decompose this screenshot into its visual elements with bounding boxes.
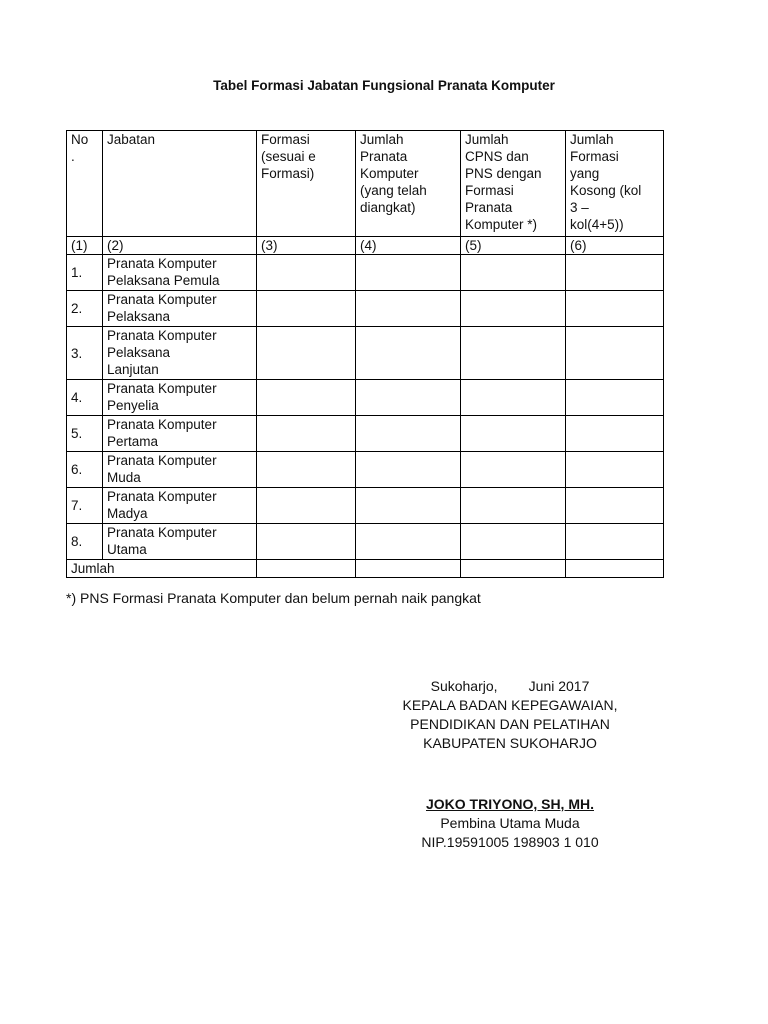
- empty-cell: [356, 291, 461, 327]
- jabatan-text-line: Pranata Komputer: [107, 256, 217, 271]
- header-text-line: PNS dengan: [465, 166, 542, 181]
- header-text-line: Kosong (kol: [570, 183, 642, 198]
- table-row: [67, 327, 664, 380]
- empty-cell: [566, 560, 664, 578]
- col-index: (4): [356, 237, 461, 255]
- header-text-line: yang: [570, 166, 600, 181]
- table-row: [67, 416, 664, 452]
- empty-cell: [566, 327, 664, 380]
- empty-cell: [356, 488, 461, 524]
- header-text-line: Jumlah: [570, 132, 614, 147]
- row-jabatan: [103, 488, 257, 524]
- header-text-line: Formasi): [261, 166, 315, 181]
- total-label: Jumlah: [67, 560, 257, 578]
- row-number: 1.: [67, 255, 103, 291]
- empty-cell: [257, 327, 356, 380]
- jabatan-text-line: Lanjutan: [107, 362, 159, 377]
- row-number: 8.: [67, 524, 103, 560]
- empty-cell: [356, 452, 461, 488]
- row-number: 2.: [67, 291, 103, 327]
- empty-cell: [257, 524, 356, 560]
- office-line: KEPALA BADAN KEPEGAWAIAN,: [402, 697, 618, 713]
- empty-cell: [257, 488, 356, 524]
- jabatan-text-line: Pertama: [107, 434, 159, 449]
- row-number: 4.: [67, 380, 103, 416]
- jabatan-text-line: Pranata Komputer: [107, 489, 217, 504]
- empty-cell: [257, 380, 356, 416]
- office-line: PENDIDIKAN DAN PELATIHAN: [410, 716, 610, 732]
- header-text-line: Jumlah: [465, 132, 509, 147]
- total-row: [67, 560, 664, 578]
- empty-cell: [461, 560, 566, 578]
- header-text-line: Komputer *): [465, 217, 538, 232]
- jabatan-text-line: Pelaksana: [107, 345, 171, 360]
- signature-block: [340, 677, 680, 852]
- row-number: 3.: [67, 327, 103, 380]
- empty-cell: [461, 327, 566, 380]
- jabatan-text-line: Muda: [107, 470, 141, 485]
- table-row: [67, 488, 664, 524]
- empty-cell: [566, 488, 664, 524]
- col-index: (3): [257, 237, 356, 255]
- jabatan-text-line: Pranata Komputer: [107, 381, 217, 396]
- empty-cell: [461, 380, 566, 416]
- table-header-row: [67, 131, 664, 237]
- jabatan-text-line: Pranata Komputer: [107, 417, 217, 432]
- empty-cell: [257, 291, 356, 327]
- row-jabatan: [103, 327, 257, 380]
- header-text-line: Pranata: [360, 149, 408, 164]
- row-number: 7.: [67, 488, 103, 524]
- header-text-line: diangkat): [360, 200, 416, 215]
- document-title: Tabel Formasi Jabatan Fungsional Pranata Komputer: [213, 78, 555, 93]
- empty-cell: [257, 416, 356, 452]
- jabatan-text-line: Pranata Komputer: [107, 525, 217, 540]
- column-index-row: [67, 237, 664, 255]
- signatory-rank: Pembina Utama Muda: [440, 815, 580, 831]
- jabatan-text-line: Pelaksana: [107, 309, 171, 324]
- col-index: (6): [566, 237, 664, 255]
- header-text-line: Komputer: [360, 166, 419, 181]
- jabatan-text-line: Madya: [107, 506, 148, 521]
- jabatan-text-line: Pranata Komputer: [107, 328, 217, 343]
- jabatan-text-line: Pranata Komputer: [107, 453, 217, 468]
- row-jabatan: [103, 416, 257, 452]
- header-jumlah-cpns: [461, 131, 566, 237]
- row-jabatan: [103, 380, 257, 416]
- jabatan-text-line: Penyelia: [107, 398, 159, 413]
- row-number: 5.: [67, 416, 103, 452]
- empty-cell: [257, 255, 356, 291]
- row-jabatan: [103, 255, 257, 291]
- footnote: *) PNS Formasi Pranata Komputer dan belum pernah naik pangkat: [66, 590, 481, 606]
- header-text-line: Pranata: [465, 200, 513, 215]
- empty-cell: [461, 524, 566, 560]
- jabatan-text-line: Utama: [107, 542, 147, 557]
- header-text-line: (yang telah: [360, 183, 427, 198]
- header-jumlah-kosong: [566, 131, 664, 237]
- empty-cell: [257, 560, 356, 578]
- header-jabatan: Jabatan: [103, 131, 257, 237]
- col-index: (1): [67, 237, 103, 255]
- header-text-line: Formasi: [570, 149, 619, 164]
- header-formasi: [257, 131, 356, 237]
- row-jabatan: [103, 452, 257, 488]
- table-row: [67, 380, 664, 416]
- table-row: [67, 524, 664, 560]
- empty-cell: [566, 524, 664, 560]
- empty-cell: [356, 380, 461, 416]
- header-text-line: kol(4+5)): [570, 217, 624, 232]
- jabatan-text-line: Pranata Komputer: [107, 292, 217, 307]
- empty-cell: [566, 255, 664, 291]
- empty-cell: [566, 380, 664, 416]
- header-text-line: CPNS dan: [465, 149, 529, 164]
- col-index: (2): [103, 237, 257, 255]
- header-text-line: Formasi: [261, 132, 310, 147]
- header-text-line: (sesuai e: [261, 149, 316, 164]
- header-jumlah-pranata: [356, 131, 461, 237]
- empty-cell: [566, 416, 664, 452]
- header-text-line: 3 –: [570, 200, 589, 215]
- signatory-nip: NIP.19591005 198903 1 010: [421, 834, 599, 850]
- empty-cell: [356, 416, 461, 452]
- empty-cell: [461, 291, 566, 327]
- row-jabatan: [103, 524, 257, 560]
- row-number: 6.: [67, 452, 103, 488]
- office-line: KABUPATEN SUKOHARJO: [423, 735, 597, 751]
- empty-cell: [461, 488, 566, 524]
- header-no: No .: [67, 131, 103, 237]
- empty-cell: [461, 452, 566, 488]
- header-text-line: Jumlah: [360, 132, 404, 147]
- empty-cell: [566, 291, 664, 327]
- place-date: Sukoharjo, Juni 2017: [430, 678, 590, 694]
- table-row: [67, 452, 664, 488]
- col-index: (5): [461, 237, 566, 255]
- empty-cell: [356, 524, 461, 560]
- table-row: [67, 291, 664, 327]
- empty-cell: [566, 452, 664, 488]
- empty-cell: [461, 416, 566, 452]
- empty-cell: [356, 560, 461, 578]
- signatory-name: JOKO TRIYONO, SH, MH.: [425, 796, 594, 812]
- table-row: [67, 255, 664, 291]
- header-text-line: Formasi: [465, 183, 514, 198]
- row-jabatan: [103, 291, 257, 327]
- jabatan-text-line: Pelaksana Pemula: [107, 273, 220, 288]
- empty-cell: [257, 452, 356, 488]
- formation-table: [66, 130, 664, 578]
- empty-cell: [356, 255, 461, 291]
- empty-cell: [461, 255, 566, 291]
- empty-cell: [356, 327, 461, 380]
